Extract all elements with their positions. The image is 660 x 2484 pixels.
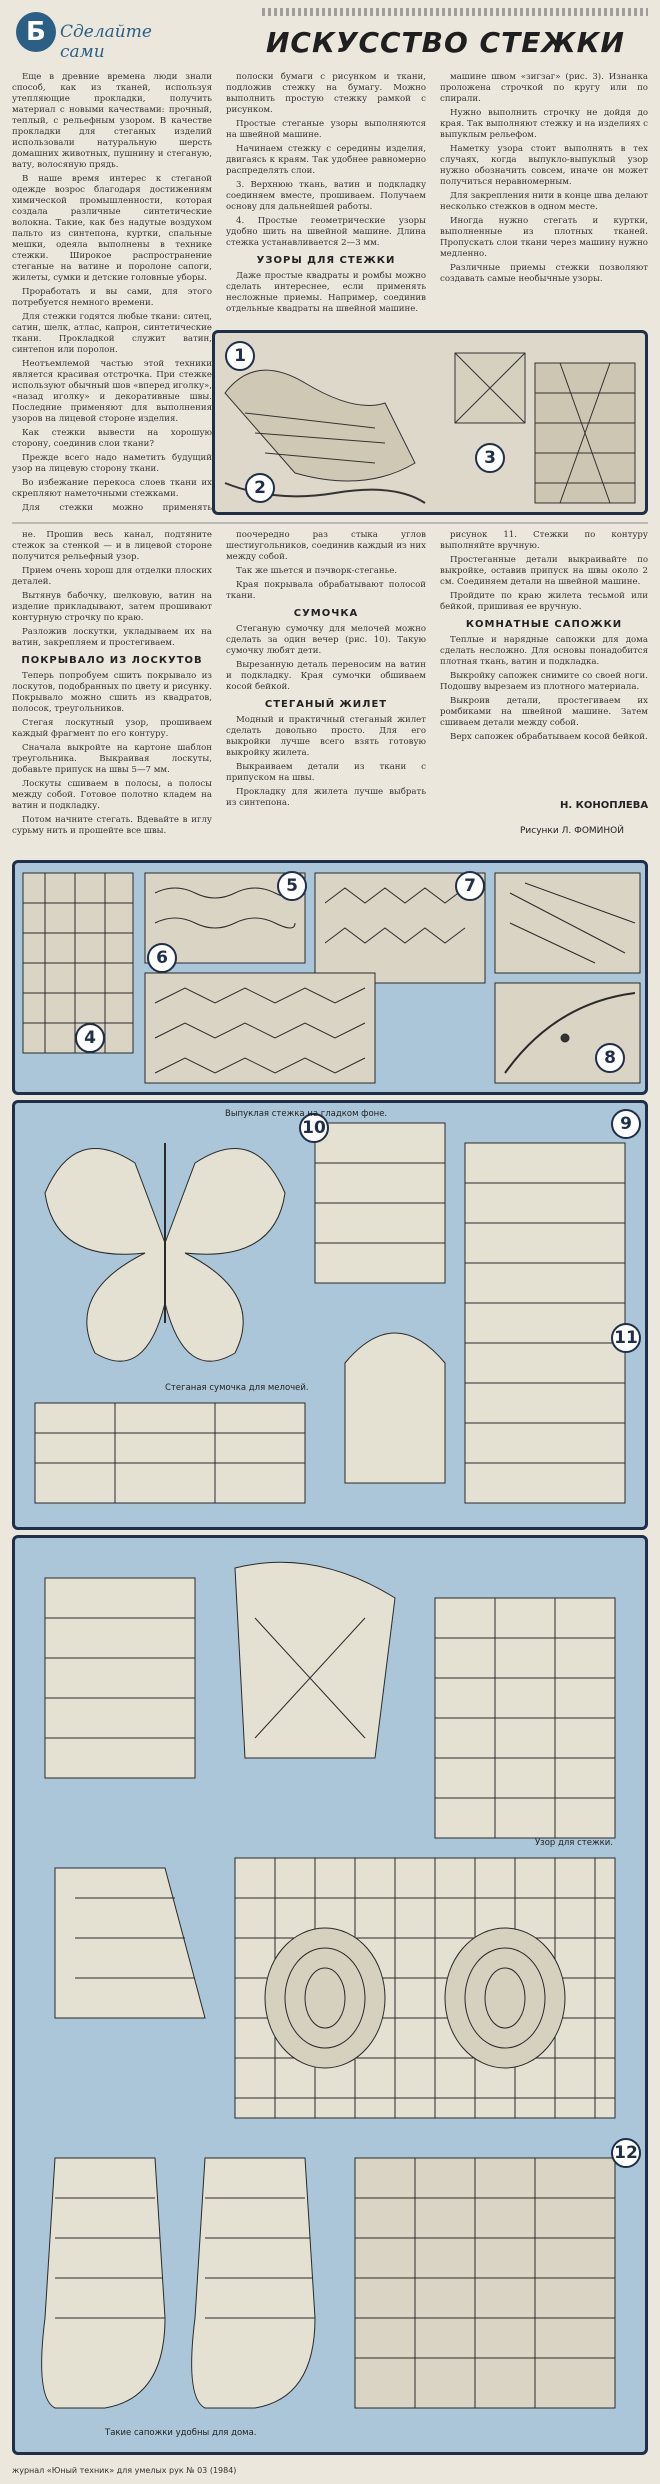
paragraph: Так же шьется и пэчворк-стеганье. [236, 566, 398, 576]
figure-panel-12 [12, 1535, 648, 2455]
figure-number-6: 6 [147, 943, 177, 973]
paragraph: Края покрывала обрабатывают полосой ткани. [226, 580, 426, 601]
paragraph: Иногда нужно стегать и куртки, выполненные из плотных тканей. Пропускать слои ткани через машину нужно медленно. [440, 216, 648, 259]
paragraph: не. Прошив весь канал, подтяните стежок за стенкой — и в лицевой стороне получится рельефный узор. [12, 530, 212, 562]
paragraph: Выкраиваем детали из ткани с припуском на швы. [226, 762, 426, 783]
paragraph: Различные приемы стежки позволяют создавать самые необычные узоры. [440, 263, 648, 284]
title-rule [262, 8, 648, 16]
paragraph: полоски бумаги с рисунком и ткани, подложив стежку на бумагу. Можно выполнить простую стежку рамкой с рисунком. [226, 72, 426, 115]
subheading-boots: КОМНАТНЫЕ САПОЖКИ [465, 619, 623, 630]
subheading-patchwork: ПОКРЫВАЛО ИЗ ЛОСКУТОВ [21, 655, 203, 666]
page-title: ИСКУССТВО СТЕЖКИ [266, 26, 625, 59]
paragraph: Для закрепления нити в конце шва делают несколько стежков в одном месте. [440, 191, 648, 212]
paragraph: Выкройку сапожек снимите со своей ноги. Подошву вырезаем из плотного материала. [440, 671, 648, 692]
paragraph: Пройдите по краю жилета тесьмой или бейкой, пришивая ее вручную. [440, 591, 648, 612]
paragraph: В наше время интерес к стеганой одежде возрос благодаря достижениям химической промышленности, которая создала различные синтетические волокна. Такие, как без надутые воздухом пальто из синтепона, куртки, спальные мешки, одеяла выполнены в технике стежки. Широкое распространение стеганые на ватине и поролоне сапоги, жилеты, сумки и детские головные уборы. [12, 174, 212, 283]
figure-number-3: 3 [475, 443, 505, 473]
figure-number-5: 5 [277, 871, 307, 901]
paragraph: Для стежки годятся любые ткани: ситец, сатин, шелк, атлас, капрон, синтетические ткани. Прокладкой служит ватин, синтепон или поролон. [12, 312, 212, 355]
author: Н. КОНОПЛЕВА [560, 800, 649, 811]
figure-number-9: 9 [611, 1109, 641, 1139]
figure-panel-9-11 [12, 1100, 648, 1530]
footer: журнал «Юный техник» для умелых рук № 03 (1984) [12, 2466, 237, 2475]
paragraph: Стеганую сумочку для мелочей можно сделать за один вечер (рис. 10). Такую сумочку любят дети. [226, 624, 426, 656]
paragraph: Выкроив детали, простегиваем их ромбиками на швейной машине. Затем сшиваем детали между собой. [440, 696, 648, 728]
paragraph: Нужно выполнить строчку не дойдя до края. Так выполняют стежку и на изделиях с выпуклым рельефом. [440, 108, 648, 140]
paragraph: Проработать и вы сами, для этого потребуется немного времени. [12, 287, 212, 308]
figure-number-10: 10 [299, 1113, 329, 1143]
paragraph: Во избежание перекоса слоев ткани их скрепляют наметочными стежками. [12, 478, 212, 499]
figure-number-1: 1 [225, 341, 255, 371]
text-column-2 [226, 72, 426, 312]
paragraph: Верх сапожек обрабатываем косой бейкой. [450, 732, 648, 742]
paragraph: Сначала выкройте на картоне шаблон треугольника. Выкраивая лоскуты, добавьте припуск на швы 5—7 мм. [12, 743, 212, 775]
rubric-badge [16, 12, 152, 62]
section-divider [12, 522, 648, 524]
paragraph: Неотъемлемой частью этой техники является красивая отстрочка. При стежке используют обычный шов «вперед иголку», «назад иголку» и декоративные швы. Последние применяют для выполнения узоров на лицевой стороне изделия. [12, 359, 212, 424]
paragraph: Вырезанную деталь переносим на ватин и подкладку. Края сумочки обшиваем косой бейкой. [226, 660, 426, 692]
butterfly-bag-vest-illustration [15, 1103, 645, 1528]
rubric-letter: Б [26, 17, 46, 47]
rubric-label: Сделайте сами [60, 22, 152, 62]
paragraph: Потом начните стегать. Вдевайте в иглу сурьму нить и прошейте все швы. [12, 815, 212, 836]
paragraph: Наметку узора стоит выполнять в тех случаях, когда выпукло-выпуклый узор нужно обозначить совсем, иначе он может получиться неравномерным. [440, 144, 648, 187]
stitch-patterns-illustration [15, 863, 645, 1093]
paragraph: Теперь попробуем сшить покрывало из лоскутов, подобранных по цвету и рисунку. Покрывало можно сшить из квадратов, полосок, треугольников. [12, 671, 212, 714]
caption-pattern: Узор для стежки. [535, 1838, 613, 1848]
paragraph: Лоскуты сшиваем в полосы, а полосы между собой. Готовое полотно кладем на ватин и подкладку. [12, 779, 212, 811]
paragraph: Прежде всего надо наметить будущий узор на лицевую сторону ткани. [12, 453, 212, 474]
illustration-credit: Рисунки Л. ФОМИНОЙ [520, 826, 624, 836]
figure-number-11: 11 [611, 1323, 641, 1353]
paragraph: Простеганные детали выкраивайте по выкройке, оставив припуск на швы около 2 см. Соединяем детали на швейной машине. [440, 555, 648, 587]
figure-number-2: 2 [245, 473, 275, 503]
section2-column-3 [440, 530, 648, 790]
paragraph: Стегая лоскутный узор, прошиваем каждый фрагмент по его контуру. [12, 718, 212, 739]
section2-column-2 [226, 530, 426, 860]
figure-number-12: 12 [611, 2138, 641, 2168]
section2-column-1 [12, 530, 212, 860]
paragraph: Разложив лоскутки, укладываем их на ватин, закрепляем и простегиваем. [12, 627, 212, 648]
paragraph: Как стежки вывести на хорошую сторону, соединив слои ткани? [12, 428, 212, 449]
figure-panel-1-3 [212, 330, 648, 515]
subheading-bag: СУМОЧКА [293, 608, 359, 619]
paragraph: Модный и практичный стеганый жилет сделать довольно просто. Для его выкройки лучше всего взять готовую выкройку жилета. [226, 715, 426, 758]
quilting-illustration [215, 333, 645, 513]
paragraph: Прием очень хорош для отделки плоских деталей. [12, 566, 212, 587]
text-column-1 [12, 72, 212, 512]
paragraph: Теплые и нарядные сапожки для дома сделать несложно. Для основы понадобится плотная ткань, ватин и подкладка. [440, 635, 648, 667]
figure-panel-4-8 [12, 860, 648, 1095]
subheading-patterns: УЗОРЫ ДЛЯ СТЕЖКИ [256, 255, 396, 266]
paragraph: Прокладку для жилета лучше выбрать из синтепона. [226, 787, 426, 808]
paragraph: Даже простые квадраты и ромбы можно сделать интереснее, если применять несложные приемы. Например, соединив отдельные квадраты на швейной машине. [226, 271, 426, 312]
paragraph: 4. Простые геометрические узоры удобно шить на швейной машине. Длина стежка устанавливается 2—3 мм. [226, 216, 426, 248]
figure-number-7: 7 [455, 871, 485, 901]
caption-boots: Такие сапожки удобны для дома. [105, 2428, 257, 2438]
subheading-vest: СТЕГАНЫЙ ЖИЛЕТ [264, 699, 388, 710]
paragraph: рисунок 11. Стежки по контуру выполняйте вручную. [440, 530, 648, 551]
paragraph: 3. Верхнюю ткань, ватин и подкладку соединяем вместе, прошиваем. Получаем основу для дальнейшей работы. [226, 180, 426, 212]
header [10, 8, 650, 70]
figure-number-4: 4 [75, 1023, 105, 1053]
paragraph: Простые стеганые узоры выполняются на швейной машине. [226, 119, 426, 140]
caption-bag: Стеганая сумочка для мелочей. [165, 1383, 309, 1393]
paragraph: Вытянув бабочку, шелковую, ватин на изделие прикладывают, затем прошивают контурную строчку по краю. [12, 591, 212, 623]
paragraph: Еще в древние времена люди знали способ, как из тканей, используя утепляющие прокладки, получить материал с новыми качествами: прочный, теплый, с рельефным узором. В качестве прокладки для стеганых изделий использовали натуральную шерсть домашних животных, пушнину и стеганую, вату, волосяную прядь. [12, 72, 212, 170]
paragraph: машине швом «зигзаг» (рис. 3). Изнанка проложена строчкой по кругу или по спирали. [440, 72, 648, 104]
paragraph: поочередно раз стыка углов шестиугольников, соединив каждый из них между собой. [226, 530, 426, 562]
boots-pattern-illustration [15, 1538, 645, 2453]
paragraph: Начинаем стежку с середины изделия, двигаясь к краям. Так удобнее равномерно распределять слои. [226, 144, 426, 176]
figure-number-8: 8 [595, 1043, 625, 1073]
paragraph: Для стежки можно применять [22, 503, 212, 512]
caption-butterfly: Выпуклая стежка на гладком фоне. [225, 1109, 388, 1119]
